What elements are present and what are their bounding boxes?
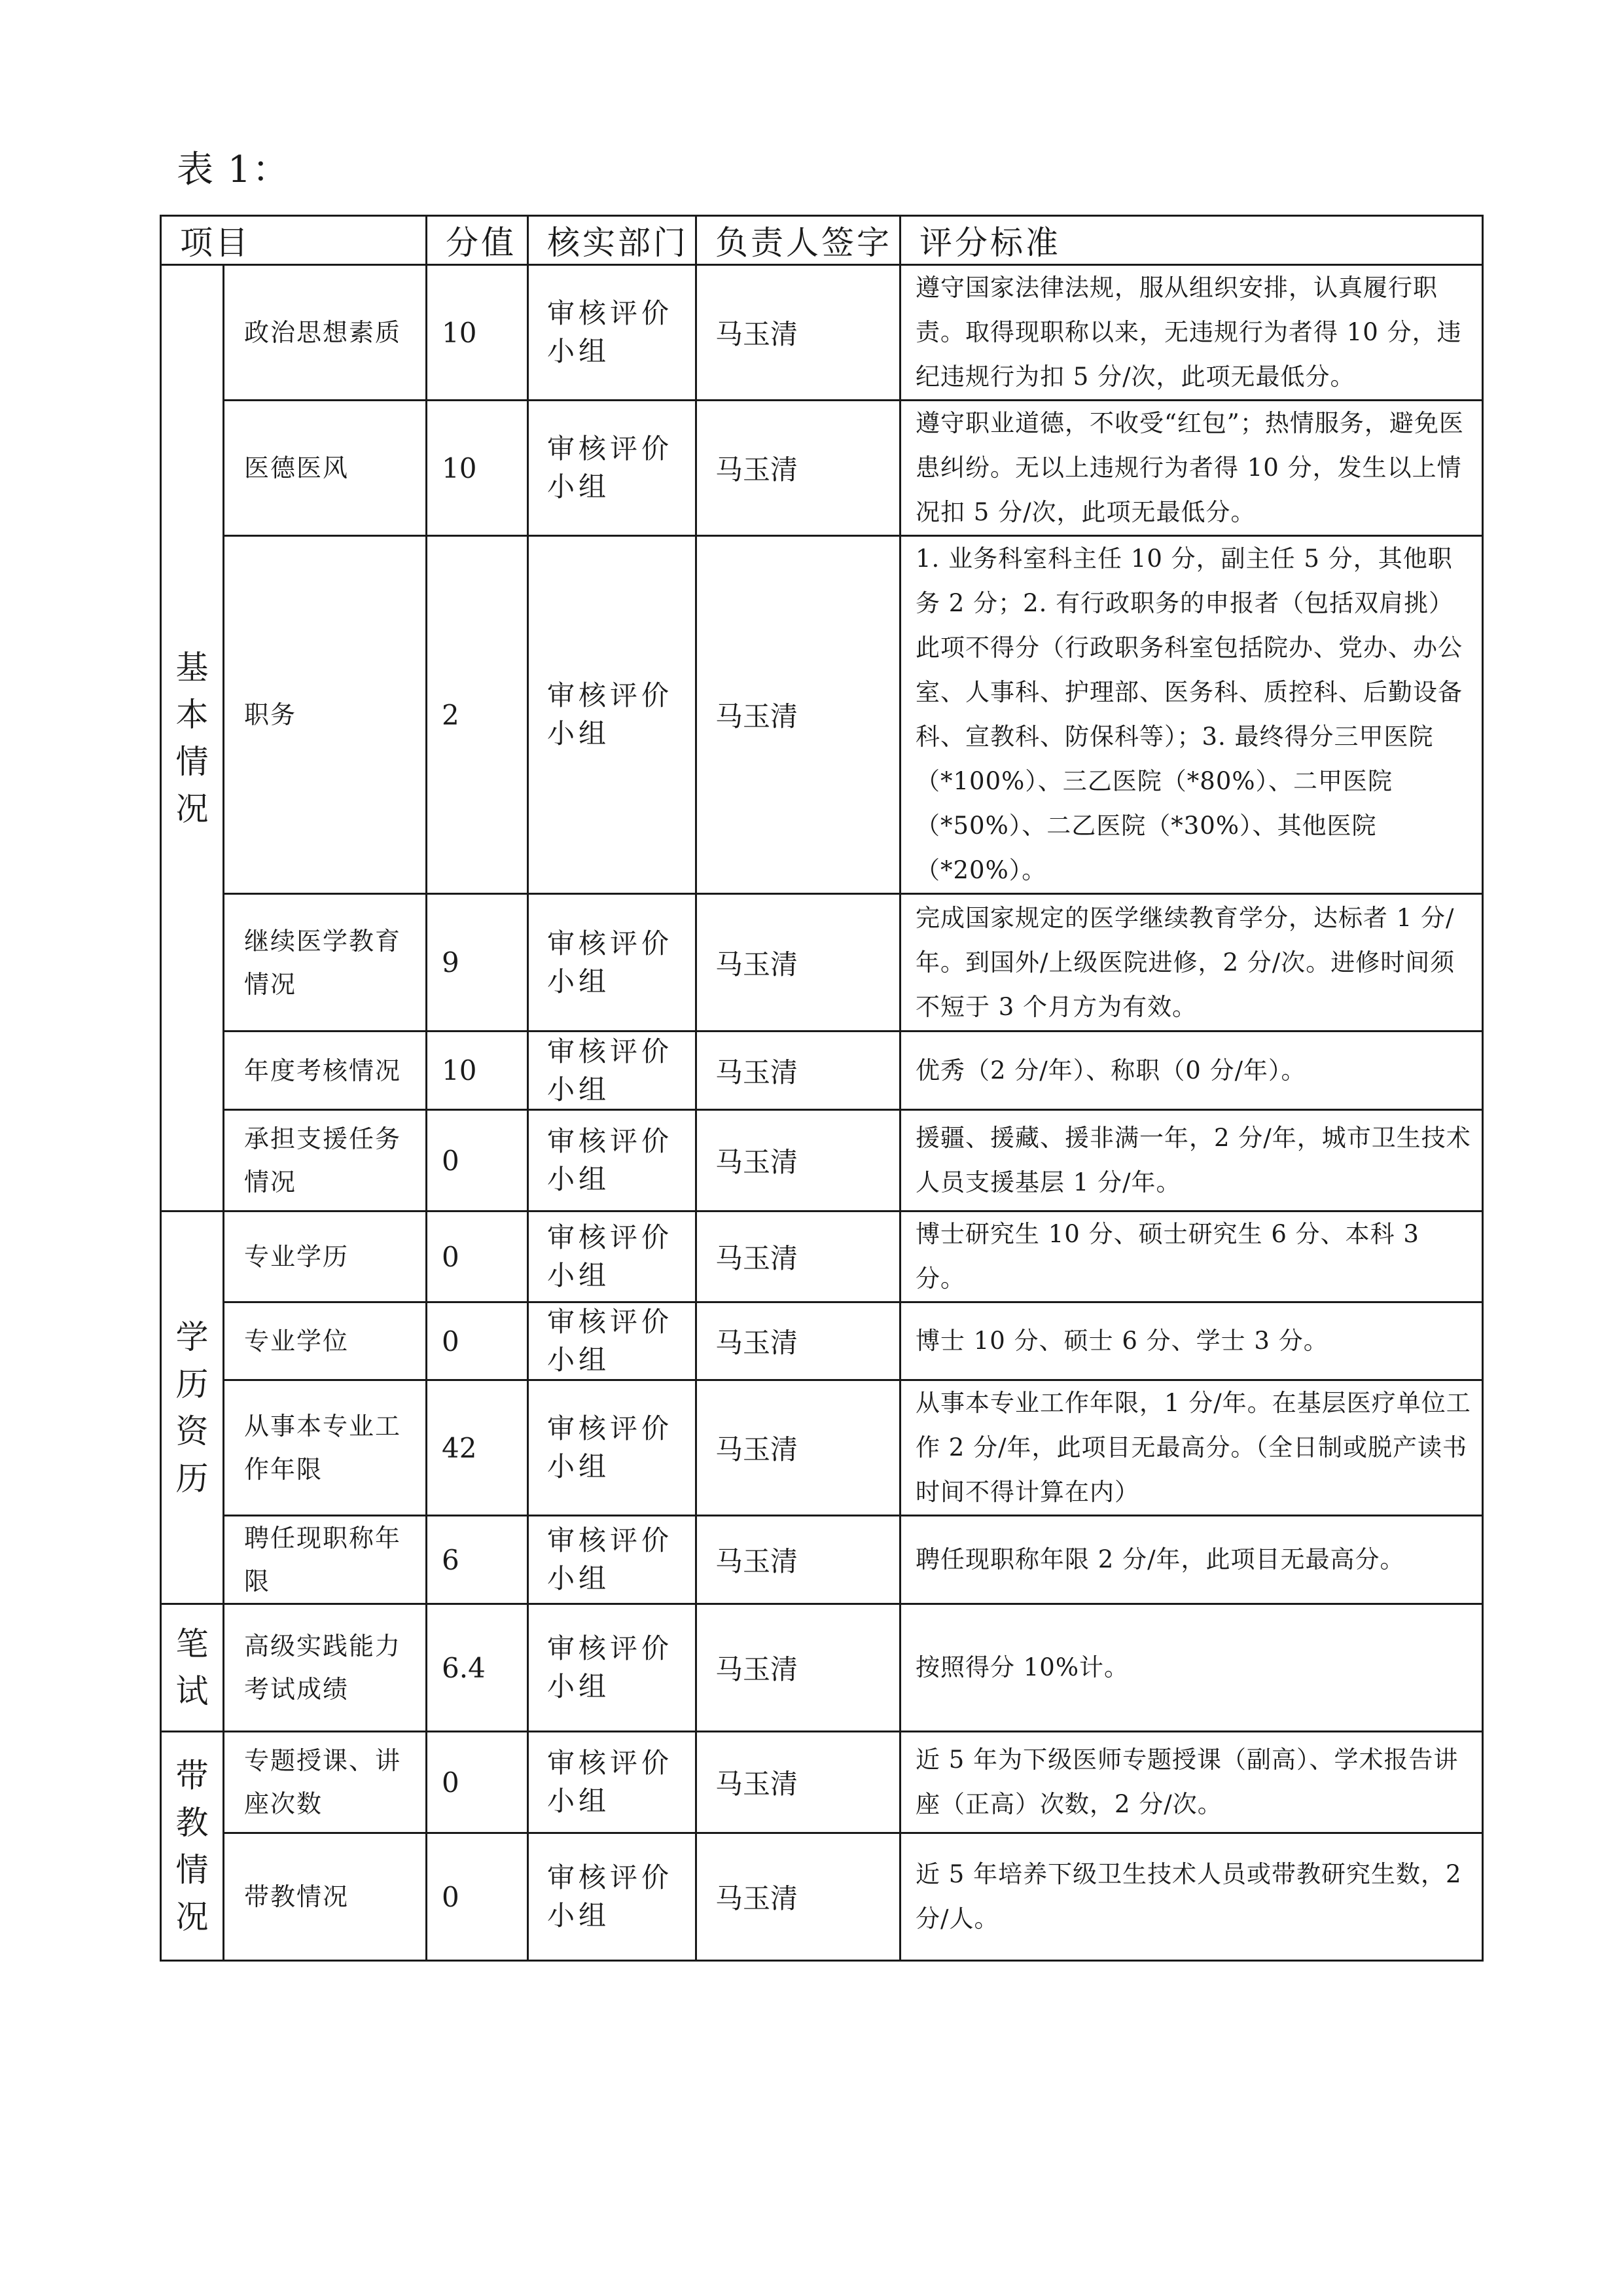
item-cell: 专业学位 <box>224 1302 427 1380</box>
category-char: 况 <box>175 789 209 828</box>
criteria-cell: 近 5 年为下级医师专题授课（副高）、学术报告讲座（正高）次数，2 分/次。 <box>901 1732 1483 1833</box>
category-cell <box>161 1604 224 1732</box>
table-row <box>161 1732 1483 1833</box>
score-cell: 9 <box>427 894 528 1031</box>
score-cell: 10 <box>427 1031 528 1110</box>
sign-cell: 马玉清 <box>696 1833 901 1961</box>
sign-cell: 马玉清 <box>696 894 901 1031</box>
item-cell: 专业学历 <box>224 1211 427 1302</box>
table-row <box>161 894 1483 1031</box>
category-cell <box>161 1732 224 1961</box>
sign-cell: 马玉清 <box>696 1380 901 1516</box>
score-cell: 0 <box>427 1833 528 1961</box>
category-char: 历 <box>175 1365 209 1403</box>
page-title: 表 1： <box>177 149 291 191</box>
score-cell: 10 <box>427 401 528 536</box>
item-cell: 专题授课、讲座次数 <box>224 1732 427 1833</box>
dept-cell: 审核评价小组 <box>528 1211 696 1302</box>
item-cell: 政治思想素质 <box>224 265 427 401</box>
score-cell: 6 <box>427 1516 528 1604</box>
table-row <box>161 1833 1483 1961</box>
header-score: 分值 <box>427 216 528 265</box>
sign-cell: 马玉清 <box>696 1302 901 1380</box>
criteria-cell: 近 5 年培养下级卫生技术人员或带教研究生数，2 分/人。 <box>901 1833 1483 1961</box>
header-dept: 核实部门 <box>528 216 696 265</box>
category-cell <box>161 1211 224 1604</box>
criteria-cell: 优秀（2 分/年）、称职（0 分/年）。 <box>901 1031 1483 1110</box>
item-cell: 从事本专业工作年限 <box>224 1380 427 1516</box>
category-char: 学 <box>175 1318 209 1356</box>
dept-cell: 审核评价小组 <box>528 1302 696 1380</box>
category-char: 本 <box>175 695 209 734</box>
sign-cell: 马玉清 <box>696 265 901 401</box>
table-row <box>161 1380 1483 1516</box>
table-row <box>161 1031 1483 1110</box>
criteria-cell: 按照得分 10%计。 <box>901 1604 1483 1732</box>
criteria-cell: 博士 10 分、硕士 6 分、学士 3 分。 <box>901 1302 1483 1380</box>
category-char: 基 <box>175 648 209 687</box>
criteria-cell: 遵守国家法律法规，服从组织安排，认真履行职责。取得现职称以来，无违规行为者得 10 分，违纪违规行为扣 5 分/次，此项无最低分。 <box>901 265 1483 401</box>
dept-cell: 审核评价小组 <box>528 1604 696 1732</box>
dept-cell: 审核评价小组 <box>528 1110 696 1211</box>
item-cell: 高级实践能力考试成绩 <box>224 1604 427 1732</box>
item-cell: 聘任现职称年限 <box>224 1516 427 1604</box>
dept-cell: 审核评价小组 <box>528 1031 696 1110</box>
table-row <box>161 265 1483 401</box>
score-cell: 6.4 <box>427 1604 528 1732</box>
sign-cell: 马玉清 <box>696 1211 901 1302</box>
table-row <box>161 1516 1483 1604</box>
table-row <box>161 1110 1483 1211</box>
sign-cell: 马玉清 <box>696 1516 901 1604</box>
item-cell: 继续医学教育情况 <box>224 894 427 1031</box>
item-cell: 医德医风 <box>224 401 427 536</box>
header-item: 项目 <box>161 216 427 265</box>
dept-cell: 审核评价小组 <box>528 1833 696 1961</box>
criteria-cell: 博士研究生 10 分、硕士研究生 6 分、本科 3 分。 <box>901 1211 1483 1302</box>
category-char: 况 <box>175 1897 209 1936</box>
dept-cell: 审核评价小组 <box>528 536 696 894</box>
dept-cell: 审核评价小组 <box>528 1732 696 1833</box>
sign-cell: 马玉清 <box>696 1604 901 1732</box>
table-body <box>161 265 1483 1961</box>
criteria-cell: 援疆、援藏、援非满一年，2 分/年，城市卫生技术人员支援基层 1 分/年。 <box>901 1110 1483 1211</box>
category-char: 情 <box>175 1850 209 1889</box>
score-table <box>160 215 1484 1962</box>
category-char: 试 <box>175 1672 209 1710</box>
table-row <box>161 1604 1483 1732</box>
sign-cell: 马玉清 <box>696 536 901 894</box>
dept-cell: 审核评价小组 <box>528 401 696 536</box>
category-char: 资 <box>175 1412 209 1450</box>
score-cell: 10 <box>427 265 528 401</box>
score-cell: 0 <box>427 1732 528 1833</box>
category-char: 教 <box>175 1803 209 1842</box>
table-row <box>161 1211 1483 1302</box>
sign-cell: 马玉清 <box>696 1110 901 1211</box>
score-cell: 2 <box>427 536 528 894</box>
dept-cell: 审核评价小组 <box>528 265 696 401</box>
dept-cell: 审核评价小组 <box>528 894 696 1031</box>
header-sign: 负责人签字 <box>696 216 901 265</box>
item-cell: 承担支援任务情况 <box>224 1110 427 1211</box>
criteria-cell: 遵守职业道德，不收受“红包”；热情服务，避免医患纠纷。无以上违规行为者得 10 分，发生以上情况扣 5 分/次，此项无最低分。 <box>901 401 1483 536</box>
item-cell: 年度考核情况 <box>224 1031 427 1110</box>
sign-cell: 马玉清 <box>696 401 901 536</box>
table-row <box>161 1302 1483 1380</box>
item-cell: 职务 <box>224 536 427 894</box>
dept-cell: 审核评价小组 <box>528 1380 696 1516</box>
sign-cell: 马玉清 <box>696 1031 901 1110</box>
sign-cell: 马玉清 <box>696 1732 901 1833</box>
item-cell: 带教情况 <box>224 1833 427 1961</box>
table-header-row <box>161 216 1483 265</box>
table-row <box>161 401 1483 536</box>
criteria-cell: 完成国家规定的医学继续教育学分，达标者 1 分/年。到国外/上级医院进修，2 分/次。进修时间须不短于 3 个月方为有效。 <box>901 894 1483 1031</box>
criteria-cell: 1. 业务科室科主任 10 分，副主任 5 分，其他职务 2 分；2. 有行政职务的申报者（包括双肩挑）此项不得分（行政职务科室包括院办、党办、办公室、人事科、护理部、医务科、质控科、后勤设备科、宣教科、防保科等）；3. 最终得分三甲医院（*100%）、三乙医院（*80%）、二甲医院（*50%）、二乙医院（*30%）、其他医院（*20%）。 <box>901 536 1483 894</box>
category-char: 历 <box>175 1459 209 1498</box>
dept-cell: 审核评价小组 <box>528 1516 696 1604</box>
category-cell <box>161 265 224 1211</box>
category-char: 笔 <box>175 1625 209 1663</box>
criteria-cell: 聘任现职称年限 2 分/年，此项目无最高分。 <box>901 1516 1483 1604</box>
category-char: 带 <box>175 1756 209 1795</box>
score-cell: 42 <box>427 1380 528 1516</box>
header-criteria: 评分标准 <box>901 216 1483 265</box>
criteria-cell: 从事本专业工作年限，1 分/年。在基层医疗单位工作 2 分/年，此项目无最高分。（全日制或脱产读书时间不得计算在内） <box>901 1380 1483 1516</box>
category-char: 情 <box>175 742 209 781</box>
score-cell: 0 <box>427 1110 528 1211</box>
table-row <box>161 536 1483 894</box>
score-cell: 0 <box>427 1302 528 1380</box>
score-cell: 0 <box>427 1211 528 1302</box>
